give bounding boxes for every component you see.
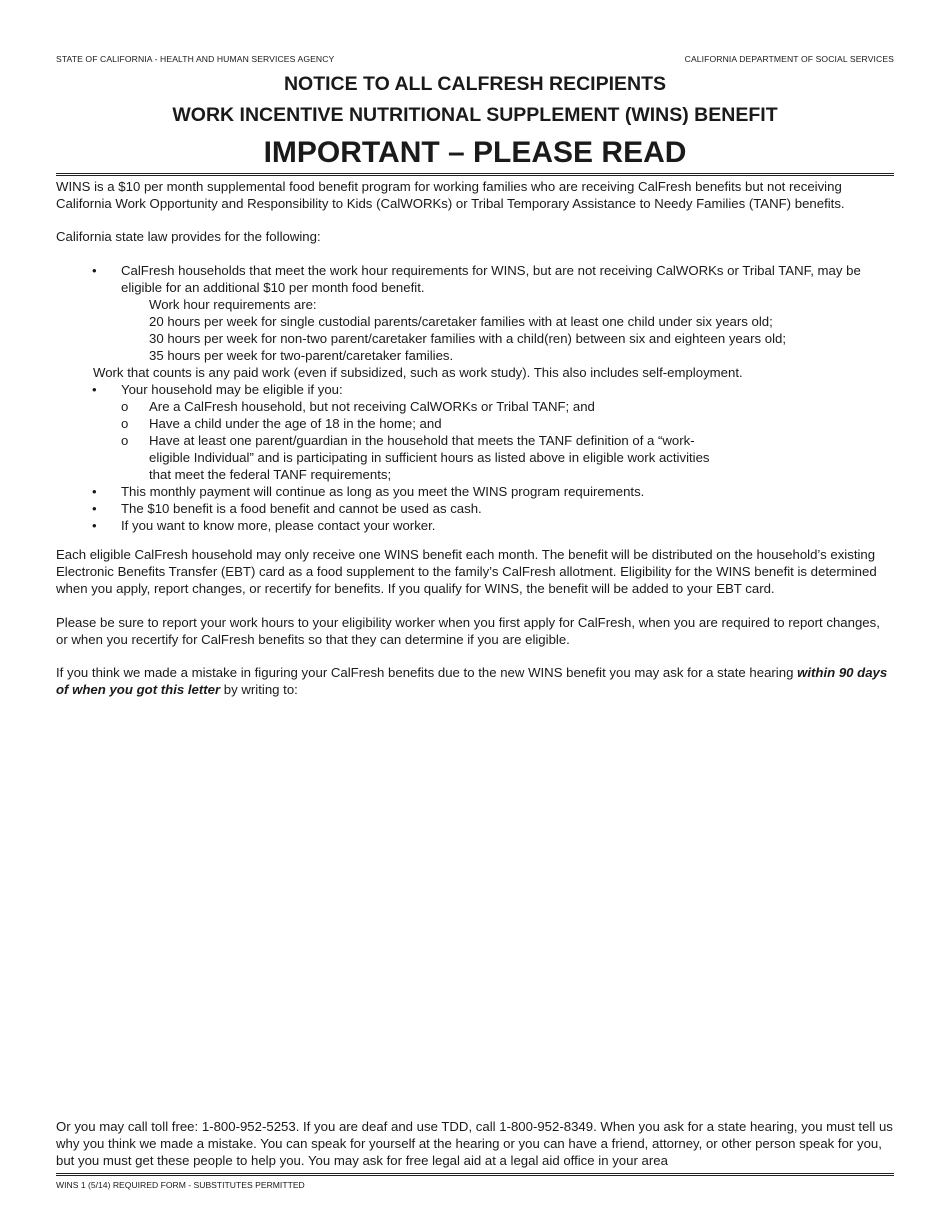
sub-mark: o <box>121 433 129 448</box>
report-hours-paragraph: Please be sure to report your work hours to your eligibility worker when you first apply for CalFresh, when you are required to report changes, or when you recertify for CalFresh benefits so that they can determine if you are eligible. <box>56 615 880 647</box>
bullet-text: Your household may be eligible if you: <box>121 382 343 397</box>
bullet-text: The $10 benefit is a food benefit and cannot be used as cash. <box>121 501 482 516</box>
list-item <box>56 517 894 534</box>
bullet-text: This monthly payment will continue as long as you meet the WINS program requirements. <box>121 484 645 499</box>
sub-list-item <box>56 415 894 432</box>
hearing-text-start: If you think we made a mistake in figuring your CalFresh benefits due to the new WINS benefit you may ask for a state hearing <box>56 665 798 680</box>
bullet-mark: • <box>92 518 97 533</box>
department-label: CALIFORNIA DEPARTMENT OF SOCIAL SERVICES <box>684 54 894 64</box>
bullet-text: CalFresh households that meet the work hour requirements for WINS, but are not receiving CalWORKs or Tribal TANF, may be eligible for an additional $10 per month food benefit. <box>121 263 861 295</box>
bullet-mark: • <box>92 263 97 278</box>
bullet-mark: • <box>92 484 97 499</box>
work-hours-heading: Work hour requirements are: <box>149 297 317 312</box>
footer-divider <box>56 1173 894 1176</box>
agency-header <box>56 54 894 64</box>
important-heading: IMPORTANT – PLEASE READ <box>263 136 687 169</box>
work-hours-item: 20 hours per week for single custodial parents/caretaker families with at least one child under six years old; <box>149 314 773 329</box>
bullet-mark: • <box>92 382 97 397</box>
bullet-mark: • <box>92 501 97 516</box>
sub-list-item <box>56 432 894 483</box>
work-counts-text: Work that counts is any paid work (even if subsidized, such as work study). This also includes self-employment. <box>93 365 743 380</box>
state-agency-label: STATE OF CALIFORNIA - HEALTH AND HUMAN SERVICES AGENCY <box>56 54 335 64</box>
sub-mark: o <box>121 399 129 414</box>
law-intro: California state law provides for the following: <box>56 229 321 244</box>
header-divider <box>56 173 894 176</box>
sub-list-item <box>56 398 894 415</box>
list-item <box>56 500 894 517</box>
program-title: WORK INCENTIVE NUTRITIONAL SUPPLEMENT (WINS) BENEFIT <box>172 104 778 126</box>
state-hearing-paragraph <box>56 664 894 698</box>
provisions-list <box>56 262 894 534</box>
intro-paragraph: WINS is a $10 per month supplemental food benefit program for working families who are receiving CalFresh benefits but not receiving California Work Opportunity and Responsibility to Kids (CalWORKs) or Tribal Temporary Assistance to Needy Families (TANF) benefits. <box>56 179 845 211</box>
list-item <box>56 381 894 398</box>
sub-mark: o <box>121 416 129 431</box>
hearing-text-end: by writing to: <box>220 682 298 697</box>
notice-title: NOTICE TO ALL CALFRESH RECIPIENTS <box>283 73 667 95</box>
notice-page <box>56 0 894 1230</box>
form-number-footer: WINS 1 (5/14) REQUIRED FORM - SUBSTITUTES PERMITTED <box>56 1180 305 1190</box>
work-hours-item: 35 hours per week for two-parent/caretaker families. <box>149 348 454 363</box>
toll-free-paragraph: Or you may call toll free: 1-800-952-5253. If you are deaf and use TDD, call 1-800-952-8349. When you ask for a state hearing, you must tell us why you think we made a mistake. You can speak for yourself at the hearing or you can have a friend, attorney, or other person speak for you, but you must get these people to help you. You may ask for free legal aid at a legal aid office in your area <box>56 1119 893 1168</box>
list-item <box>56 262 894 296</box>
bullet-text: If you want to know more, please contact your worker. <box>121 518 436 533</box>
list-item <box>56 483 894 500</box>
sub-item-text: Have at least one parent/guardian in the household that meets the TANF definition of a “work-eligible Individual” and is participating in sufficient hours as listed above in eligible work activities that meet the federal TANF requirements; <box>149 433 710 482</box>
sub-item-text: Have a child under the age of 18 in the home; and <box>149 416 442 431</box>
eligibility-paragraph: Each eligible CalFresh household may only receive one WINS benefit each month. The benefit will be distributed on the household’s existing Electronic Benefits Transfer (EBT) card as a food supplement to the family’s CalFresh allotment. Eligibility for the WINS benefit is determined when you apply, report changes, or recertify for benefits. If you qualify for WINS, the benefit will be added to your EBT card. <box>56 547 877 596</box>
sub-item-text: Are a CalFresh household, but not receiving CalWORKs or Tribal TANF; and <box>149 399 595 414</box>
hearing-deadline-emphasis: within 90 days of when you got this letter <box>56 665 888 697</box>
work-hours-item: 30 hours per week for non-two parent/caretaker families with a child(ren) between six and eighteen years old; <box>149 331 786 346</box>
